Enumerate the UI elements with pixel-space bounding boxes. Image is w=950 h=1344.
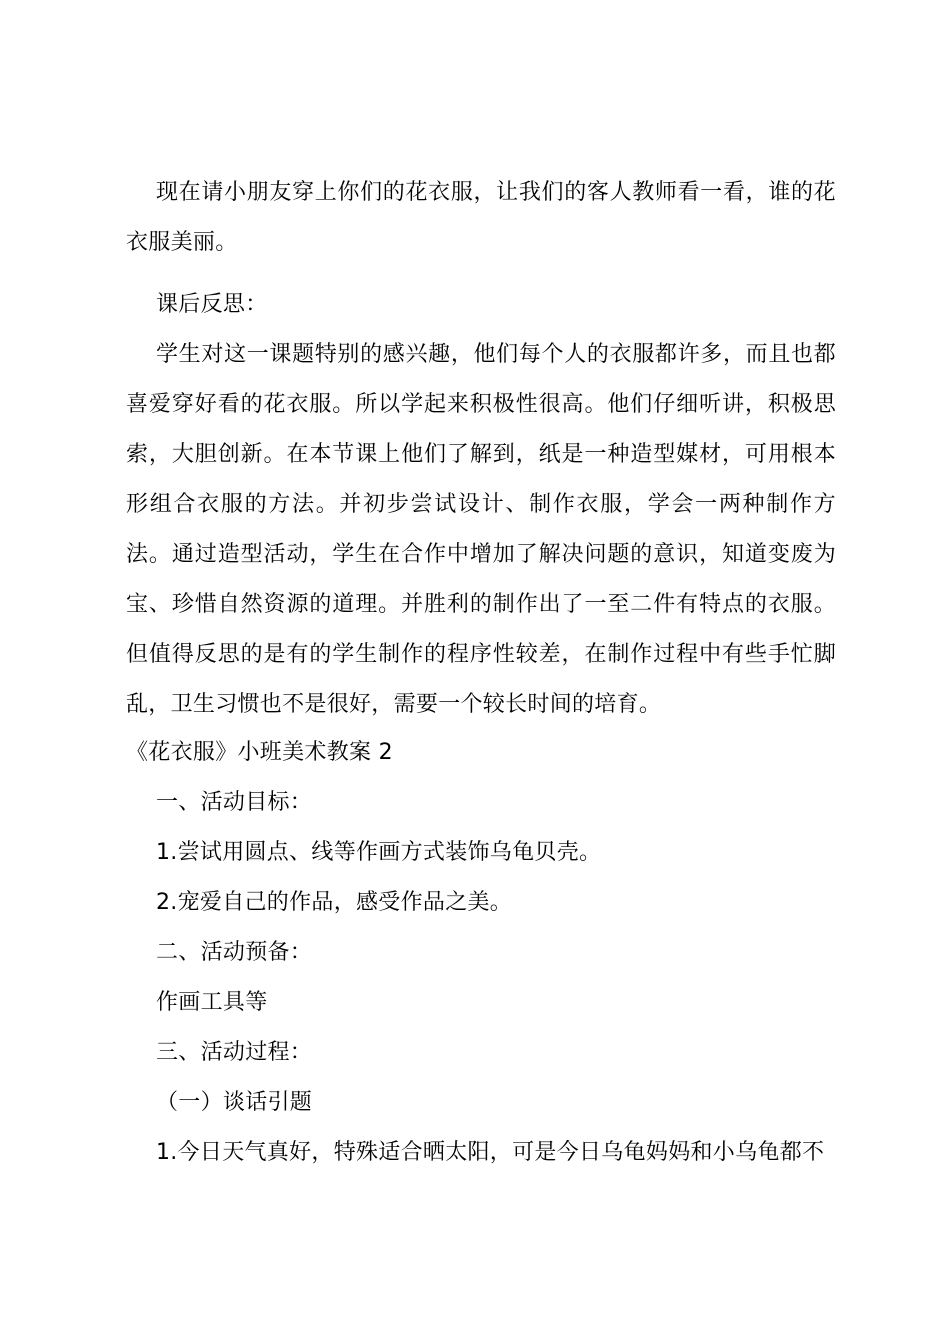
paragraph-intro: 现在请小朋友穿上你们的花衣服，让我们的客人教师看一看，谁的花衣服美丽。 — [126, 180, 836, 255]
lesson-title: 《花衣服》小班美术教案 2 — [126, 740, 393, 765]
section-goals-title: 一、活动目标： — [156, 790, 313, 815]
paragraph-reflection: 学生对这一课题特别的感兴趣，他们每个人的衣服都许多，而且也都喜爱穿好看的花衣服。所以学起来积极性很高。他们仔细听讲，积极思索，大胆创新。在本节课上他们了解到，纸是一种造型媒材，可用根本形组合衣服的方法。并初步尝试设计、制作衣服，学会一两种制作方法。通过造型活动，学生在合作中增加了解决问题的意识，知道变废为宝、珍惜自然资源的道理。并胜利的制作出了一至二件有特点的衣服。但值得反思的是有的学生制作的程序性较差，在制作过程中有些手忙脚乱，卫生习惯也不是很好，需要一个较长时间的培育。 — [126, 342, 836, 717]
reflection-heading: 课后反思： — [156, 292, 268, 317]
preparation-materials: 作画工具等 — [156, 990, 268, 1015]
section-process-title: 三、活动过程： — [156, 1040, 313, 1065]
subsection-title: （一）谈话引题 — [156, 1090, 313, 1115]
section-preparation-title: 二、活动预备： — [156, 940, 313, 965]
goal-item-1: 1.尝试用圆点、线等作画方式装饰乌龟贝壳。 — [156, 840, 602, 865]
process-step-1: 1.今日天气真好，特殊适合晒太阳，可是今日乌龟妈妈和小乌龟都不 — [156, 1140, 825, 1165]
goal-item-2: 2.宠爱自己的作品，感受作品之美。 — [156, 890, 513, 915]
